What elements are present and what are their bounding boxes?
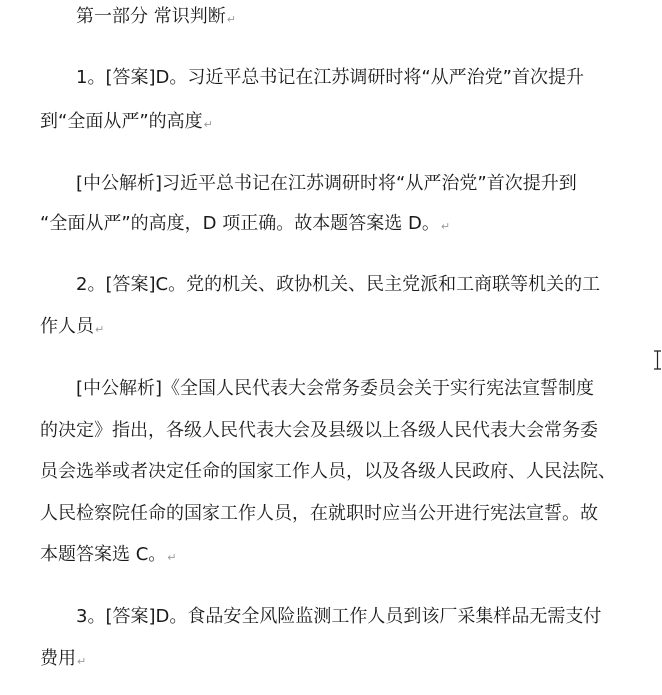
item-2-analysis-line-4: 人民检察院任命的国家工作人员，在就职时应当公开进行宪法宣誓。故 [40,503,598,524]
paragraph-mark-icon: ↵ [203,118,213,131]
paragraph-mark-icon: ↵ [226,13,236,26]
item-2-analysis-line-2: 的决定》指出，各级人民代表大会及县级以上各级人民代表大会常务委 [40,420,598,441]
item-2-analysis-line-3: 员会选举或者决定任命的国家工作人员，以及各级人民政府、人民法院、 [40,461,616,482]
item-3-answer-line-2: 费用↵ [40,648,87,669]
paragraph-mark-icon: ↵ [95,323,105,336]
item-2-analysis-line-5: 本题答案选 C。↵ [40,544,177,565]
item-2-analysis-line-1: [中公解析]《全国人民代表大会常务委员会关于实行宪法宣誓制度 [76,378,595,399]
paragraph-mark-icon: ↵ [167,551,177,564]
item-2-answer-line-1: 2。[答案]C。党的机关、政协机关、民主党派和工商联等机关的工 [76,274,601,295]
item-1-answer-line-1: 1。[答案]D。习近平总书记在江苏调研时将“从严治党”首次提升 [76,67,585,88]
item-1-answer-line-2: 到“全面从严”的高度↵ [40,111,213,132]
paragraph-mark-icon: ↵ [77,655,87,668]
item-3-answer-line-1: 3。[答案]D。食品安全风险监测工作人员到该厂采集样品无需支付 [76,606,602,627]
item-2-answer-line-2: 作人员↵ [40,316,105,337]
text-cursor-icon [653,350,662,370]
paragraph-mark-icon: ↵ [440,220,451,233]
item-1-analysis-line-1: [中公解析]习近平总书记在江苏调研时将“从严治党”首次提升到 [76,173,577,194]
item-1-analysis-line-2: “全面从严”的高度，D 项正确。故本题答案选 D。↵ [40,213,451,234]
section-title: 第一部分 常识判断↵ [76,6,236,27]
